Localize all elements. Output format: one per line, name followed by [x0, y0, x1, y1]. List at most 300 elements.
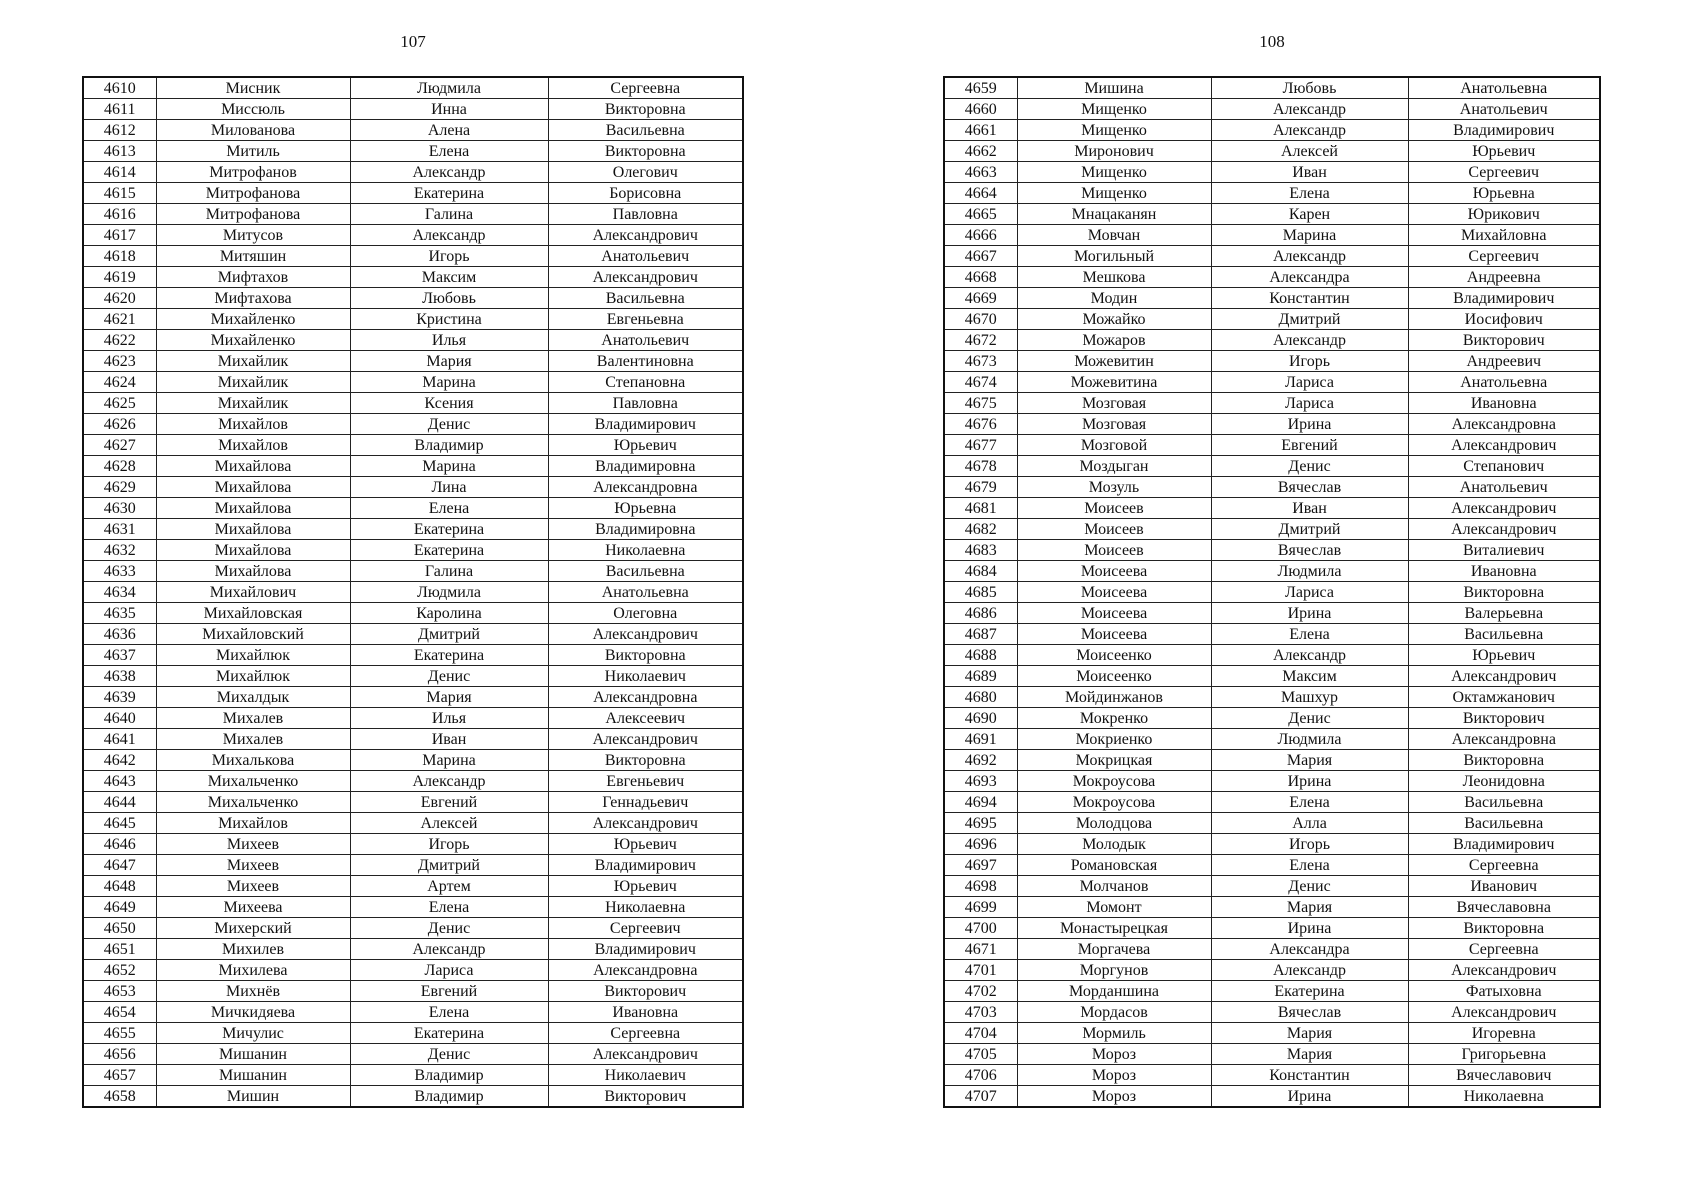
first-name-cell: Любовь	[350, 288, 548, 309]
table-row	[83, 855, 743, 876]
first-name-cell: Константин	[1211, 288, 1408, 309]
patronymic-cell: Александрович	[548, 267, 743, 288]
patronymic-cell: Владимирович	[1408, 288, 1600, 309]
first-name-cell: Екатерина	[350, 1023, 548, 1044]
record-number-cell: 4618	[83, 246, 156, 267]
surname-cell: Михайлова	[156, 540, 350, 561]
table-row	[944, 372, 1600, 393]
table-row	[944, 1023, 1600, 1044]
table-row	[944, 960, 1600, 981]
record-number-cell: 4700	[944, 918, 1017, 939]
surname-cell: Мормиль	[1017, 1023, 1211, 1044]
first-name-cell: Лариса	[1211, 372, 1408, 393]
surname-cell: Михеев	[156, 876, 350, 897]
patronymic-cell: Александрович	[1408, 498, 1600, 519]
table-row	[944, 1002, 1600, 1023]
record-number-cell: 4697	[944, 855, 1017, 876]
record-number-cell: 4680	[944, 687, 1017, 708]
record-number-cell: 4678	[944, 456, 1017, 477]
patronymic-cell: Николаевна	[548, 540, 743, 561]
record-number-cell: 4647	[83, 855, 156, 876]
table-row	[83, 120, 743, 141]
first-name-cell: Дмитрий	[350, 624, 548, 645]
table-row	[944, 939, 1600, 960]
patronymic-cell: Николаевна	[548, 897, 743, 918]
first-name-cell: Денис	[350, 666, 548, 687]
patronymic-cell: Васильевна	[1408, 624, 1600, 645]
record-number-cell: 4622	[83, 330, 156, 351]
first-name-cell: Елена	[350, 141, 548, 162]
patronymic-cell: Александрович	[1408, 666, 1600, 687]
surname-cell: Мороз	[1017, 1044, 1211, 1065]
table-row	[944, 393, 1600, 414]
first-name-cell: Денис	[350, 414, 548, 435]
first-name-cell: Лариса	[1211, 582, 1408, 603]
patronymic-cell: Юрьевна	[1408, 183, 1600, 204]
record-number-cell: 4684	[944, 561, 1017, 582]
patronymic-cell: Валентиновна	[548, 351, 743, 372]
patronymic-cell: Владимирович	[1408, 120, 1600, 141]
first-name-cell: Людмила	[350, 582, 548, 603]
table-row	[944, 456, 1600, 477]
table-row	[944, 162, 1600, 183]
surname-cell: Миронович	[1017, 141, 1211, 162]
surname-cell: Михайлович	[156, 582, 350, 603]
surname-cell: Михайлова	[156, 477, 350, 498]
first-name-cell: Алексей	[1211, 141, 1408, 162]
first-name-cell: Александр	[350, 771, 548, 792]
surname-cell: Монастырецкая	[1017, 918, 1211, 939]
surname-cell: Мордасов	[1017, 1002, 1211, 1023]
record-number-cell: 4659	[944, 77, 1017, 99]
table-row	[944, 435, 1600, 456]
table-row	[83, 162, 743, 183]
record-number-cell: 4686	[944, 603, 1017, 624]
first-name-cell: Елена	[1211, 183, 1408, 204]
record-number-cell: 4668	[944, 267, 1017, 288]
first-name-cell: Людмила	[1211, 729, 1408, 750]
surname-cell: Митусов	[156, 225, 350, 246]
patronymic-cell: Викторовна	[548, 141, 743, 162]
surname-cell: Моисеева	[1017, 582, 1211, 603]
table-row	[83, 372, 743, 393]
table-row	[83, 771, 743, 792]
surname-cell: Мичулис	[156, 1023, 350, 1044]
record-number-cell: 4689	[944, 666, 1017, 687]
table-row	[944, 309, 1600, 330]
patronymic-cell: Октамжанович	[1408, 687, 1600, 708]
record-number-cell: 4703	[944, 1002, 1017, 1023]
patronymic-cell: Ивановна	[1408, 561, 1600, 582]
patronymic-cell: Евгеньевна	[548, 309, 743, 330]
table-row	[83, 939, 743, 960]
patronymic-cell: Виталиевич	[1408, 540, 1600, 561]
table-row	[83, 267, 743, 288]
record-number-cell: 4665	[944, 204, 1017, 225]
patronymic-cell: Иванович	[1408, 876, 1600, 897]
record-number-cell: 4616	[83, 204, 156, 225]
surname-cell: Михайлик	[156, 351, 350, 372]
first-name-cell: Евгений	[350, 981, 548, 1002]
record-number-cell: 4645	[83, 813, 156, 834]
surname-cell: Михнёв	[156, 981, 350, 1002]
record-number-cell: 4646	[83, 834, 156, 855]
first-name-cell: Марина	[350, 750, 548, 771]
surname-cell: Мишина	[1017, 77, 1211, 99]
surname-cell: Михайлюк	[156, 666, 350, 687]
surname-cell: Молчанов	[1017, 876, 1211, 897]
surname-cell: Митрофанова	[156, 204, 350, 225]
first-name-cell: Евгений	[350, 792, 548, 813]
patronymic-cell: Олеговна	[548, 603, 743, 624]
table-row	[944, 141, 1600, 162]
record-number-cell: 4653	[83, 981, 156, 1002]
table-row	[83, 1002, 743, 1023]
table-row	[83, 1065, 743, 1086]
first-name-cell: Лариса	[1211, 393, 1408, 414]
record-number-cell: 4704	[944, 1023, 1017, 1044]
first-name-cell: Мария	[1211, 1023, 1408, 1044]
table-row	[83, 225, 743, 246]
surname-cell: Могильный	[1017, 246, 1211, 267]
first-name-cell: Дмитрий	[1211, 519, 1408, 540]
first-name-cell: Александр	[1211, 645, 1408, 666]
surname-cell: Михеева	[156, 897, 350, 918]
record-number-cell: 4671	[944, 939, 1017, 960]
first-name-cell: Вячеслав	[1211, 540, 1408, 561]
record-number-cell: 4631	[83, 519, 156, 540]
table-row	[83, 624, 743, 645]
first-name-cell: Денис	[350, 918, 548, 939]
first-name-cell: Лина	[350, 477, 548, 498]
patronymic-cell: Александрович	[1408, 1002, 1600, 1023]
record-number-cell: 4661	[944, 120, 1017, 141]
first-name-cell: Мария	[1211, 750, 1408, 771]
patronymic-cell: Павловна	[548, 393, 743, 414]
table-row	[944, 225, 1600, 246]
first-name-cell: Елена	[350, 1002, 548, 1023]
surname-cell: Михайлик	[156, 372, 350, 393]
first-name-cell: Инна	[350, 99, 548, 120]
first-name-cell: Дмитрий	[1211, 309, 1408, 330]
record-number-cell: 4654	[83, 1002, 156, 1023]
record-number-cell: 4637	[83, 645, 156, 666]
patronymic-cell: Ивановна	[548, 1002, 743, 1023]
surname-cell: Миссюль	[156, 99, 350, 120]
surname-cell: Михайлова	[156, 519, 350, 540]
first-name-cell: Галина	[350, 561, 548, 582]
patronymic-cell: Александрович	[548, 729, 743, 750]
record-number-cell: 4691	[944, 729, 1017, 750]
patronymic-cell: Сергеевич	[1408, 246, 1600, 267]
record-number-cell: 4692	[944, 750, 1017, 771]
surname-cell: Михайлов	[156, 435, 350, 456]
record-number-cell: 4694	[944, 792, 1017, 813]
first-name-cell: Денис	[350, 1044, 548, 1065]
patronymic-cell: Васильевна	[1408, 792, 1600, 813]
patronymic-cell: Владимирович	[548, 855, 743, 876]
patronymic-cell: Владимирович	[1408, 834, 1600, 855]
record-number-cell: 4639	[83, 687, 156, 708]
record-number-cell: 4685	[944, 582, 1017, 603]
record-number-cell: 4638	[83, 666, 156, 687]
first-name-cell: Ирина	[1211, 771, 1408, 792]
record-number-cell: 4641	[83, 729, 156, 750]
first-name-cell: Галина	[350, 204, 548, 225]
table-row	[83, 561, 743, 582]
first-name-cell: Денис	[1211, 456, 1408, 477]
table-row	[83, 1023, 743, 1044]
first-name-cell: Алексей	[350, 813, 548, 834]
table-row	[83, 393, 743, 414]
table-row	[83, 603, 743, 624]
first-name-cell: Екатерина	[350, 540, 548, 561]
surname-cell: Мозговой	[1017, 435, 1211, 456]
surname-cell: Можевитина	[1017, 372, 1211, 393]
table-row	[83, 99, 743, 120]
record-number-cell: 4662	[944, 141, 1017, 162]
first-name-cell: Вячеслав	[1211, 1002, 1408, 1023]
record-number-cell: 4643	[83, 771, 156, 792]
table-row	[83, 918, 743, 939]
table-row	[83, 708, 743, 729]
surname-cell: Моисеев	[1017, 519, 1211, 540]
surname-cell: Моисеева	[1017, 561, 1211, 582]
record-number-cell: 4625	[83, 393, 156, 414]
first-name-cell: Елена	[1211, 855, 1408, 876]
table-row	[83, 1086, 743, 1108]
table-row	[83, 834, 743, 855]
surname-cell: Можевитин	[1017, 351, 1211, 372]
patronymic-cell: Николаевич	[548, 666, 743, 687]
table-row	[944, 897, 1600, 918]
surname-cell: Михайловская	[156, 603, 350, 624]
first-name-cell: Владимир	[350, 1086, 548, 1108]
table-row	[944, 1044, 1600, 1065]
surname-cell: Модин	[1017, 288, 1211, 309]
surname-cell: Мозговая	[1017, 414, 1211, 435]
patronymic-cell: Юрикович	[1408, 204, 1600, 225]
patronymic-cell: Юрьевич	[1408, 645, 1600, 666]
patronymic-cell: Вячеславовна	[1408, 897, 1600, 918]
table-row	[83, 351, 743, 372]
table-row	[944, 246, 1600, 267]
table-row	[83, 729, 743, 750]
record-number-cell: 4666	[944, 225, 1017, 246]
first-name-cell: Каролина	[350, 603, 548, 624]
patronymic-cell: Викторовна	[1408, 750, 1600, 771]
table-row	[83, 519, 743, 540]
surname-cell: Михалдык	[156, 687, 350, 708]
patronymic-cell: Владимировна	[548, 456, 743, 477]
surname-cell: Моисеев	[1017, 498, 1211, 519]
record-number-cell: 4651	[83, 939, 156, 960]
table-row	[944, 792, 1600, 813]
patronymic-cell: Андреевич	[1408, 351, 1600, 372]
first-name-cell: Людмила	[350, 77, 548, 99]
first-name-cell: Машхур	[1211, 687, 1408, 708]
table-row	[83, 414, 743, 435]
record-number-cell: 4696	[944, 834, 1017, 855]
first-name-cell: Людмила	[1211, 561, 1408, 582]
patronymic-cell: Викторовна	[1408, 918, 1600, 939]
first-name-cell: Алла	[1211, 813, 1408, 834]
surname-cell: Мифтахова	[156, 288, 350, 309]
table-row	[944, 540, 1600, 561]
first-name-cell: Ирина	[1211, 1086, 1408, 1108]
surname-cell: Моргачева	[1017, 939, 1211, 960]
first-name-cell: Екатерина	[1211, 981, 1408, 1002]
patronymic-cell: Александровна	[548, 477, 743, 498]
surname-cell: Михерский	[156, 918, 350, 939]
patronymic-cell: Викторовна	[548, 645, 743, 666]
patronymic-cell: Николаевич	[548, 1065, 743, 1086]
surname-cell: Романовская	[1017, 855, 1211, 876]
patronymic-cell: Викторовна	[548, 750, 743, 771]
surname-cell: Митиль	[156, 141, 350, 162]
first-name-cell: Елена	[1211, 792, 1408, 813]
patronymic-cell: Александрович	[548, 624, 743, 645]
first-name-cell: Илья	[350, 708, 548, 729]
table-row	[944, 1086, 1600, 1108]
first-name-cell: Максим	[350, 267, 548, 288]
patronymic-cell: Владимирович	[548, 939, 743, 960]
record-number-cell: 4663	[944, 162, 1017, 183]
patronymic-cell: Степановна	[548, 372, 743, 393]
patronymic-cell: Александрович	[1408, 435, 1600, 456]
table-row	[944, 645, 1600, 666]
surname-cell: Мокриенко	[1017, 729, 1211, 750]
surname-cell: Мичкидяева	[156, 1002, 350, 1023]
surname-cell: Мозговая	[1017, 393, 1211, 414]
patronymic-cell: Сергеевна	[548, 77, 743, 99]
patronymic-cell: Васильевна	[548, 120, 743, 141]
surname-cell: Мороз	[1017, 1065, 1211, 1086]
record-number-cell: 4650	[83, 918, 156, 939]
surname-cell: Моздыган	[1017, 456, 1211, 477]
table-row	[944, 708, 1600, 729]
first-name-cell: Лариса	[350, 960, 548, 981]
first-name-cell: Александр	[350, 225, 548, 246]
table-row	[944, 834, 1600, 855]
table-row	[83, 897, 743, 918]
first-name-cell: Екатерина	[350, 519, 548, 540]
record-number-cell: 4640	[83, 708, 156, 729]
table-row	[944, 288, 1600, 309]
record-number-cell: 4701	[944, 960, 1017, 981]
record-number-cell: 4636	[83, 624, 156, 645]
patronymic-cell: Александрович	[1408, 519, 1600, 540]
first-name-cell: Артем	[350, 876, 548, 897]
surname-cell: Михилев	[156, 939, 350, 960]
table-row	[83, 204, 743, 225]
table-row	[83, 477, 743, 498]
patronymic-cell: Викторовна	[548, 99, 743, 120]
record-number-cell: 4628	[83, 456, 156, 477]
table-row	[83, 1044, 743, 1065]
patronymic-cell: Михайловна	[1408, 225, 1600, 246]
record-number-cell: 4614	[83, 162, 156, 183]
patronymic-cell: Александровна	[548, 687, 743, 708]
name-table	[943, 76, 1601, 1108]
surname-cell: Моисеева	[1017, 603, 1211, 624]
patronymic-cell: Владимирович	[548, 414, 743, 435]
surname-cell: Мешкова	[1017, 267, 1211, 288]
surname-cell: Морданшина	[1017, 981, 1211, 1002]
patronymic-cell: Викторович	[548, 981, 743, 1002]
patronymic-cell: Сергеевич	[548, 918, 743, 939]
record-number-cell: 4674	[944, 372, 1017, 393]
table-row	[83, 792, 743, 813]
first-name-cell: Ирина	[1211, 918, 1408, 939]
first-name-cell: Мария	[350, 351, 548, 372]
table-row	[944, 519, 1600, 540]
surname-cell: Михалев	[156, 729, 350, 750]
first-name-cell: Марина	[1211, 225, 1408, 246]
table-row	[83, 750, 743, 771]
table-row	[83, 77, 743, 99]
record-number-cell: 4698	[944, 876, 1017, 897]
table-row	[944, 120, 1600, 141]
record-number-cell: 4693	[944, 771, 1017, 792]
patronymic-cell: Вячеславович	[1408, 1065, 1600, 1086]
record-number-cell: 4642	[83, 750, 156, 771]
surname-cell: Мищенко	[1017, 162, 1211, 183]
patronymic-cell: Степанович	[1408, 456, 1600, 477]
table-row	[944, 876, 1600, 897]
record-number-cell: 4664	[944, 183, 1017, 204]
table-row	[83, 330, 743, 351]
surname-cell: Моисеенко	[1017, 645, 1211, 666]
first-name-cell: Евгений	[1211, 435, 1408, 456]
first-name-cell: Екатерина	[350, 645, 548, 666]
first-name-cell: Владимир	[350, 1065, 548, 1086]
record-number-cell: 4675	[944, 393, 1017, 414]
record-number-cell: 4620	[83, 288, 156, 309]
table-row	[83, 246, 743, 267]
surname-cell: Михальченко	[156, 771, 350, 792]
record-number-cell: 4657	[83, 1065, 156, 1086]
surname-cell: Мозуль	[1017, 477, 1211, 498]
table-row	[83, 666, 743, 687]
table-row	[944, 666, 1600, 687]
record-number-cell: 4623	[83, 351, 156, 372]
table-row	[944, 981, 1600, 1002]
table-row	[83, 813, 743, 834]
table-row	[944, 183, 1600, 204]
surname-cell: Момонт	[1017, 897, 1211, 918]
first-name-cell: Александр	[1211, 99, 1408, 120]
record-number-cell: 4690	[944, 708, 1017, 729]
surname-cell: Мифтахов	[156, 267, 350, 288]
table-row	[944, 99, 1600, 120]
table-row	[944, 1065, 1600, 1086]
patronymic-cell: Викторович	[1408, 330, 1600, 351]
surname-cell: Михайлова	[156, 456, 350, 477]
surname-cell: Милованова	[156, 120, 350, 141]
surname-cell: Можайко	[1017, 309, 1211, 330]
patronymic-cell: Анатольевич	[1408, 99, 1600, 120]
first-name-cell: Мария	[1211, 897, 1408, 918]
first-name-cell: Игорь	[1211, 351, 1408, 372]
surname-cell: Михеев	[156, 834, 350, 855]
table-row	[944, 330, 1600, 351]
record-number-cell: 4648	[83, 876, 156, 897]
table-row	[83, 309, 743, 330]
record-number-cell: 4667	[944, 246, 1017, 267]
record-number-cell: 4687	[944, 624, 1017, 645]
surname-cell: Михалев	[156, 708, 350, 729]
